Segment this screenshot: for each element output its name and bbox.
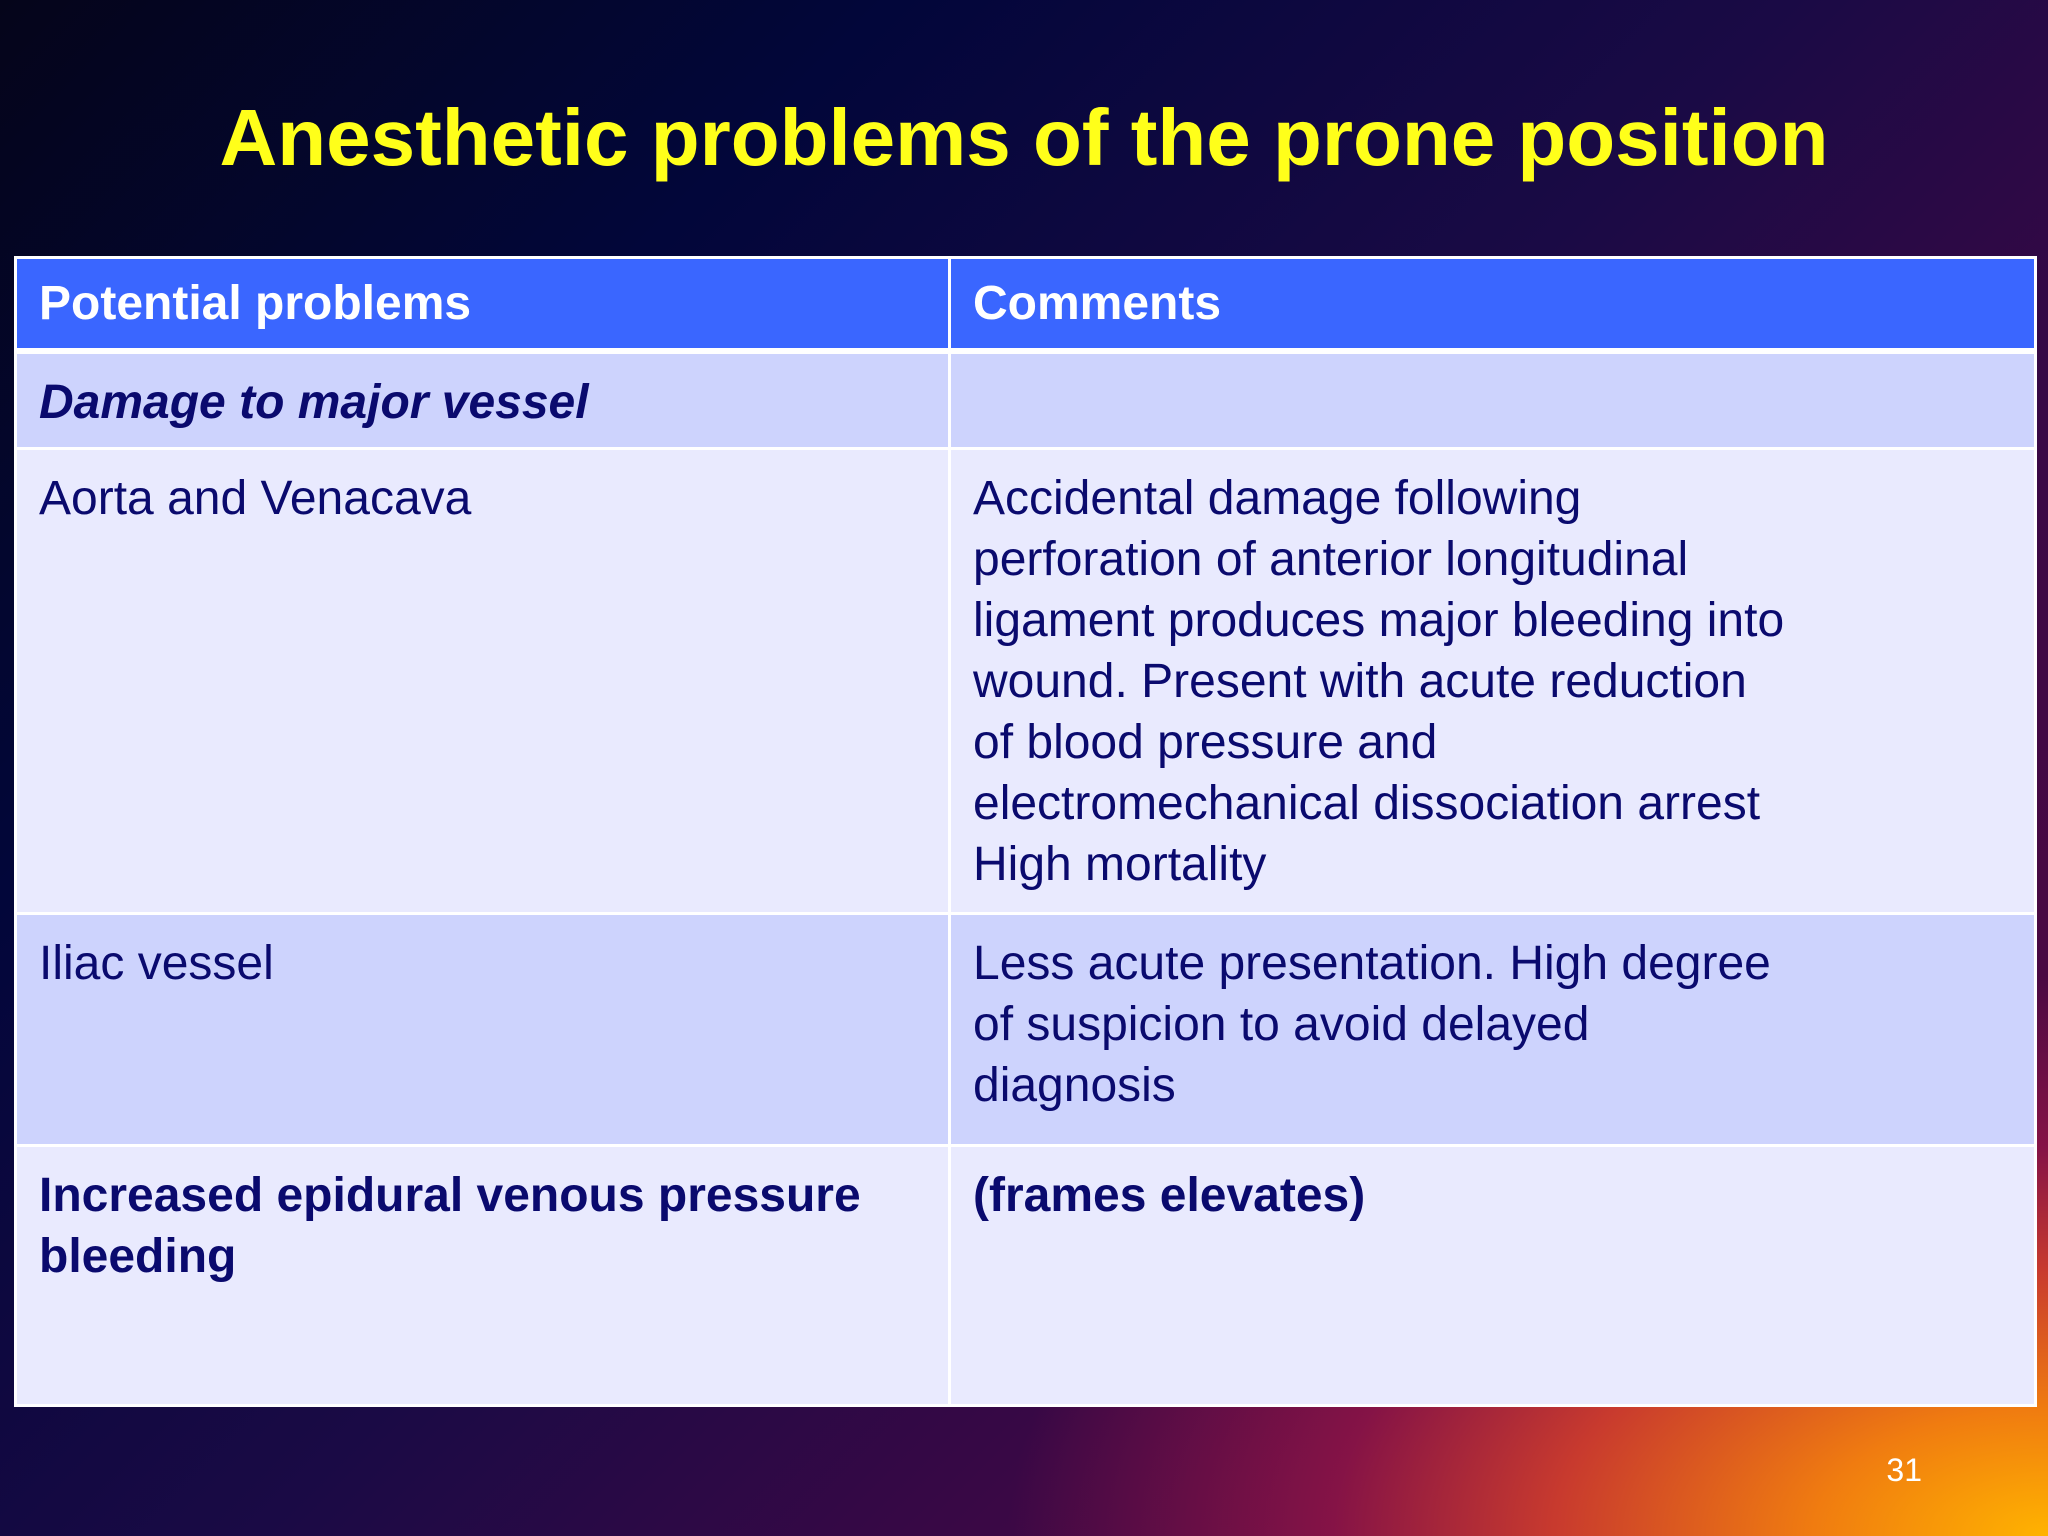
slide-title: Anesthetic problems of the prone position (219, 93, 1829, 182)
header-potential-problems: Potential problems (16, 258, 950, 352)
problem-cell: Aorta and Venacava (16, 449, 950, 914)
table-header-row (16, 258, 2036, 352)
comment-cell (950, 449, 2036, 914)
comment-line: Less acute presentation. High degree (973, 937, 1771, 990)
problem-cell: Iliac vessel (16, 914, 950, 1146)
problem-cell (16, 1146, 950, 1406)
problem-line: Increased epidural venous pressure (39, 1169, 861, 1222)
comment-line: of blood pressure and (973, 716, 1438, 769)
comment-line: ligament produces major bleeding into (973, 594, 1785, 647)
table-row (16, 914, 2036, 1146)
comment-line: High mortality (973, 838, 1267, 891)
comment-line: perforation of anterior longitudinal (973, 533, 1689, 586)
problem-line: bleeding (39, 1230, 237, 1283)
table-row (16, 449, 2036, 914)
comment-line: Accidental damage following (973, 472, 1582, 525)
comment-cell (950, 914, 2036, 1146)
table-row (16, 1146, 2036, 1406)
section-comment (950, 351, 2036, 449)
comment-cell: (frames elevates) (950, 1146, 2036, 1406)
comment-line: wound. Present with acute reduction (973, 655, 1747, 708)
comment-line: diagnosis (973, 1059, 1176, 1112)
problems-table (14, 256, 2037, 1407)
slide-number: 31 (1886, 1452, 1922, 1488)
comment-line: of suspicion to avoid delayed (973, 998, 1590, 1051)
comment-line: electromechanical dissociation arrest (973, 777, 1761, 830)
header-comments: Comments (950, 258, 2036, 352)
table-row-section (16, 351, 2036, 449)
section-damage-to-major-vessel: Damage to major vessel (16, 351, 950, 449)
